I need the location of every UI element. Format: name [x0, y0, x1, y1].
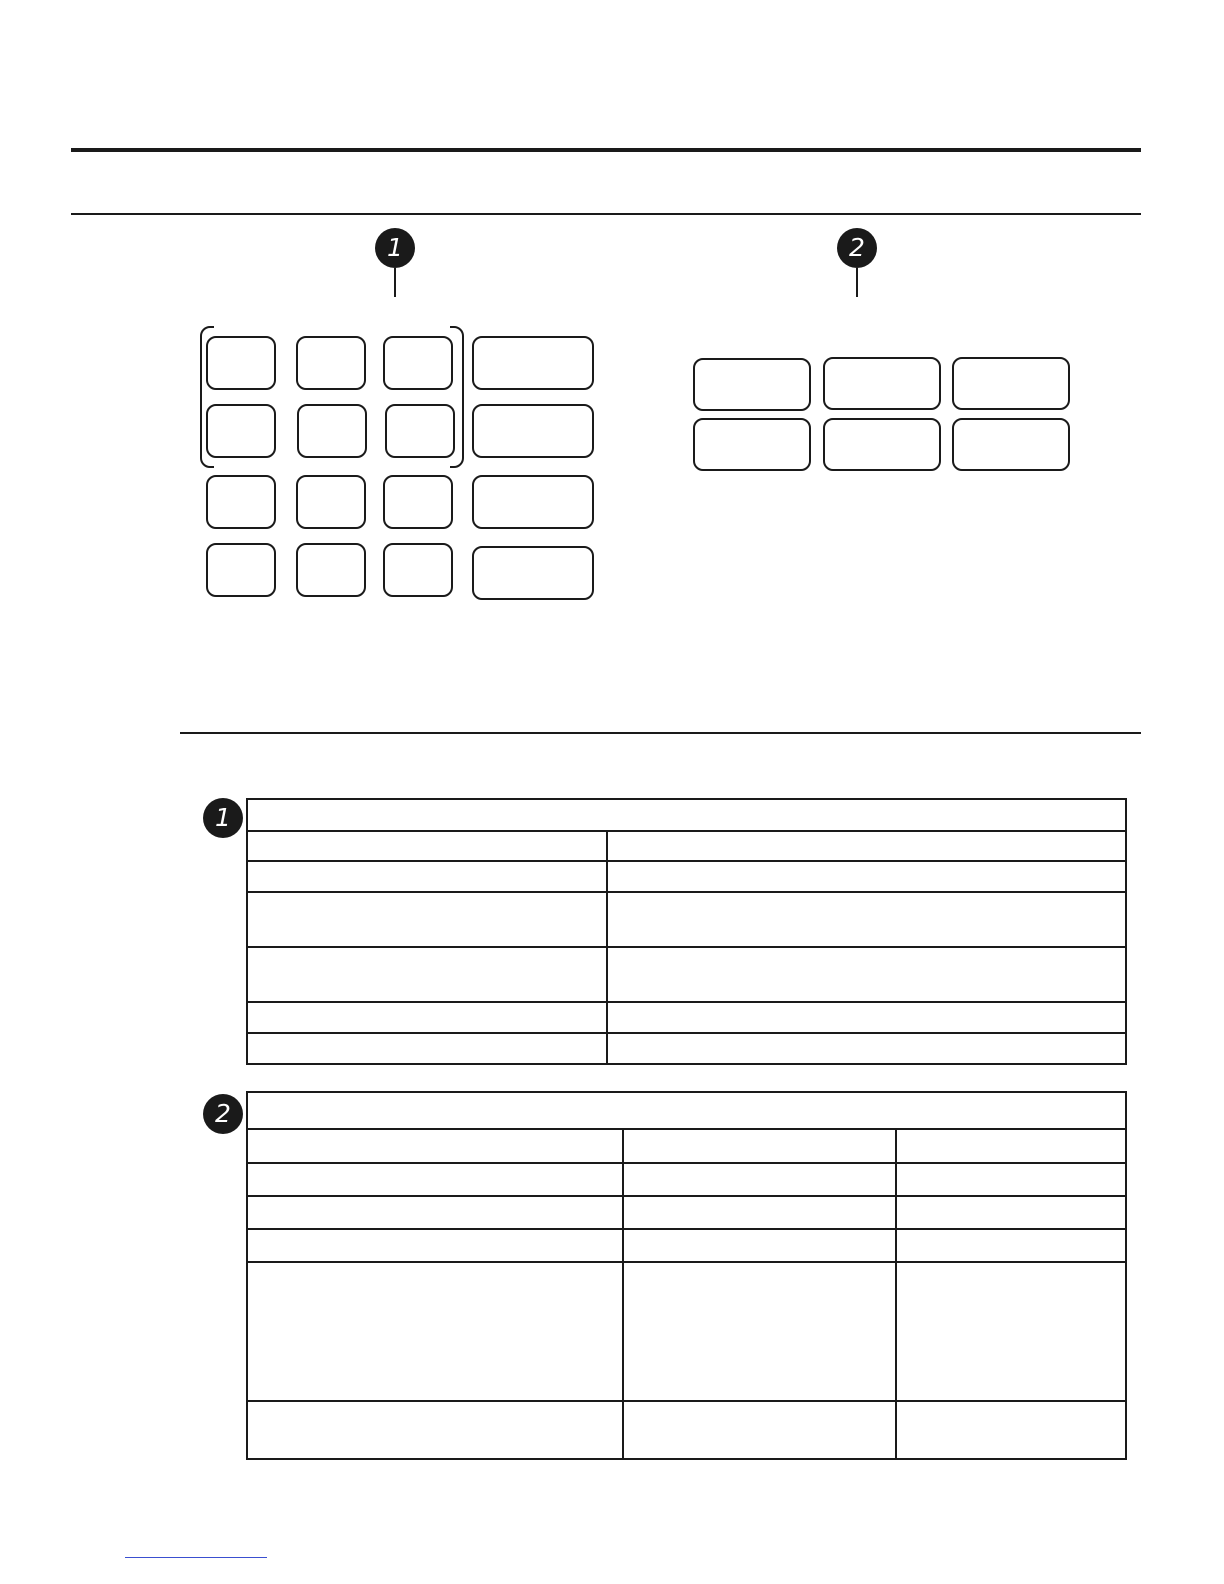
panel-2-button-r1c2[interactable]	[823, 357, 941, 410]
table-cell	[623, 1129, 896, 1162]
table-cell	[247, 861, 607, 891]
table-row	[247, 1401, 1126, 1459]
table-cell	[896, 1401, 1126, 1459]
table-2-header-cell	[247, 1092, 1126, 1129]
keypad-group-bracket-gap	[214, 322, 450, 330]
table-cell	[607, 1033, 1126, 1064]
table-row	[247, 861, 1126, 891]
keypad-button-r2c2[interactable]	[297, 404, 367, 458]
table-cell	[623, 1262, 896, 1401]
table-cell	[607, 861, 1126, 891]
panel-2-button-r1c3[interactable]	[952, 357, 1070, 410]
table-row	[247, 947, 1126, 1002]
table-2-header-row	[247, 1092, 1126, 1129]
table-row	[247, 1196, 1126, 1229]
keypad-button-r2c1[interactable]	[206, 404, 276, 458]
table-row	[247, 1163, 1126, 1196]
top-heavy-rule	[71, 148, 1141, 152]
section-rule-top	[71, 213, 1141, 215]
keypad-button-r1c3[interactable]	[383, 336, 453, 390]
table-cell	[247, 831, 607, 861]
table-cell	[623, 1163, 896, 1196]
table-cell	[896, 1262, 1126, 1401]
table-1	[246, 798, 1127, 1065]
table-cell	[607, 947, 1126, 1002]
keypad-function-button-3[interactable]	[472, 475, 594, 529]
table-1-header-row	[247, 799, 1126, 831]
table-row	[247, 1002, 1126, 1032]
table-cell	[247, 1033, 607, 1064]
table-cell	[607, 892, 1126, 947]
table-2	[246, 1091, 1127, 1460]
callout-panel-2-leader	[856, 268, 858, 297]
keypad-button-r1c1[interactable]	[206, 336, 276, 390]
keypad-function-button-2[interactable]	[472, 404, 594, 458]
table-cell	[247, 1129, 623, 1162]
panel-2-button-r1c1[interactable]	[693, 358, 811, 411]
table-row	[247, 1129, 1126, 1162]
table-cell	[247, 1196, 623, 1229]
keypad-button-r4c2[interactable]	[296, 543, 366, 597]
table-cell	[247, 1262, 623, 1401]
table-row	[247, 1229, 1126, 1262]
callout-panel-1-leader	[394, 268, 396, 297]
callout-table-1: 1	[203, 798, 243, 838]
keypad-button-r4c3[interactable]	[383, 543, 453, 597]
table-row	[247, 1262, 1126, 1401]
table-cell	[896, 1163, 1126, 1196]
table-1-header-cell	[247, 799, 1126, 831]
table-cell	[247, 1002, 607, 1032]
footer-link-underline[interactable]	[125, 1557, 267, 1558]
keypad-button-r4c1[interactable]	[206, 543, 276, 597]
table-cell	[623, 1401, 896, 1459]
section-rule-middle	[180, 732, 1141, 734]
table-cell	[247, 947, 607, 1002]
table-cell	[607, 831, 1126, 861]
keypad-group-bracket-gap	[214, 464, 450, 472]
table-cell	[623, 1196, 896, 1229]
panel-2-button-r2c3[interactable]	[952, 418, 1070, 471]
keypad-function-button-4[interactable]	[472, 546, 594, 600]
callout-panel-2: 2	[837, 228, 877, 268]
table-cell	[247, 1401, 623, 1459]
callout-panel-1: 1	[375, 228, 415, 268]
table-cell	[247, 1163, 623, 1196]
panel-2-button-r2c2[interactable]	[823, 418, 941, 471]
table-cell	[247, 1229, 623, 1262]
table-cell	[623, 1229, 896, 1262]
table-cell	[896, 1196, 1126, 1229]
keypad-function-button-1[interactable]	[472, 336, 594, 390]
table-cell	[896, 1229, 1126, 1262]
table-cell	[896, 1129, 1126, 1162]
keypad-button-r3c1[interactable]	[206, 475, 276, 529]
table-row	[247, 1033, 1126, 1064]
keypad-button-r1c2[interactable]	[296, 336, 366, 390]
table-row	[247, 831, 1126, 861]
keypad-button-r3c2[interactable]	[296, 475, 366, 529]
table-row	[247, 892, 1126, 947]
panel-2-button-r2c1[interactable]	[693, 418, 811, 471]
table-cell	[607, 1002, 1126, 1032]
table-cell	[247, 892, 607, 947]
keypad-button-r3c3[interactable]	[383, 475, 453, 529]
keypad-button-r2c3[interactable]	[385, 404, 455, 458]
callout-table-2: 2	[203, 1094, 243, 1134]
